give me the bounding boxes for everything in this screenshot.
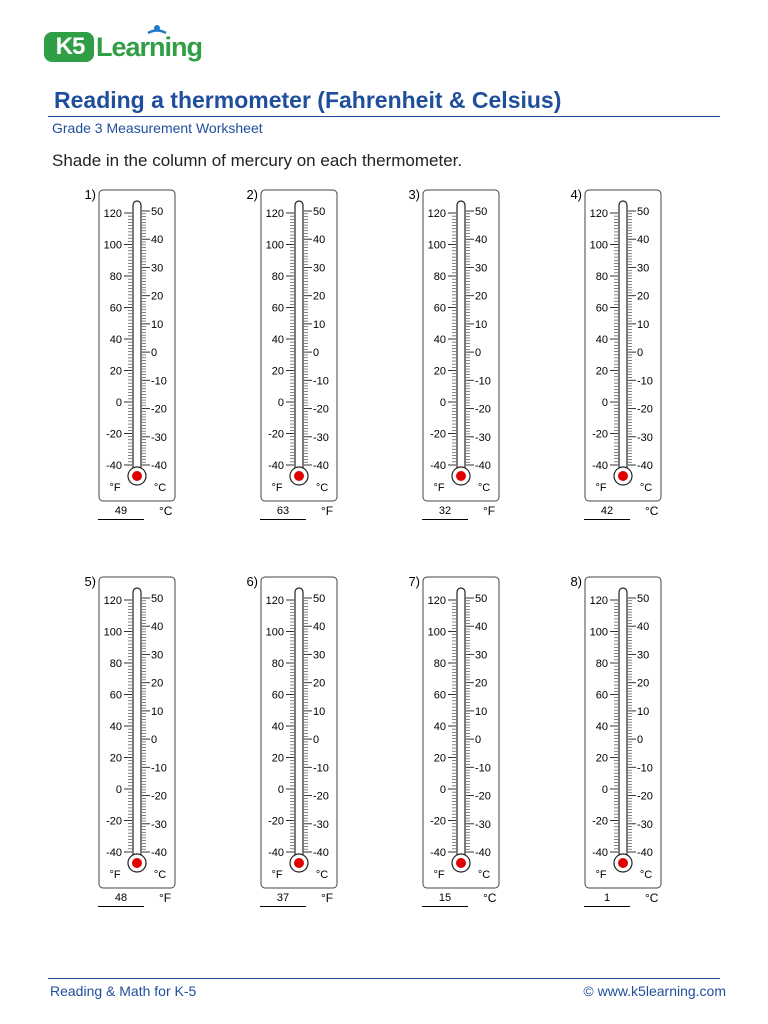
fahrenheit-tick-label: 0 — [115, 784, 122, 796]
celsius-unit-label: °C — [477, 869, 491, 881]
fahrenheit-tick-label: 40 — [595, 721, 608, 733]
problem-number: 3) — [408, 187, 420, 202]
fahrenheit-unit-label: °F — [271, 869, 283, 881]
mercury-bulb — [618, 471, 628, 481]
fahrenheit-tick-label: 60 — [433, 302, 446, 315]
celsius-tick-label: 0 — [637, 347, 644, 360]
footer-website: © www.k5learning.com — [583, 983, 726, 999]
celsius-tick-label: -40 — [151, 847, 167, 859]
celsius-tick-label: 30 — [475, 262, 488, 275]
fahrenheit-tick-label: -40 — [106, 460, 122, 472]
fahrenheit-tick-label: 100 — [103, 239, 122, 252]
fahrenheit-tick-label: 40 — [433, 721, 446, 733]
fahrenheit-tick-label: -20 — [268, 815, 284, 828]
target-temperature-unit: °C — [645, 504, 659, 518]
k5-learning-logo — [44, 24, 204, 68]
fahrenheit-tick-label: 60 — [595, 689, 608, 702]
fahrenheit-tick-label: 60 — [109, 302, 122, 315]
celsius-tick-label: -10 — [151, 762, 167, 775]
target-temperature — [584, 890, 714, 912]
celsius-tick-label: -10 — [475, 375, 491, 388]
fahrenheit-tick-label: 100 — [589, 626, 608, 639]
target-temperature-value: 48 — [98, 892, 144, 907]
problem-number: 1) — [84, 187, 96, 202]
mercury-bulb — [132, 471, 142, 481]
celsius-unit-label: °C — [153, 869, 167, 881]
celsius-tick-label: 0 — [151, 734, 158, 747]
target-temperature — [422, 503, 552, 525]
celsius-tick-label: -20 — [313, 790, 329, 803]
problem-number: 7) — [408, 574, 420, 589]
celsius-tick-label: -30 — [151, 431, 167, 444]
target-temperature-unit: °C — [159, 504, 173, 518]
celsius-tick-label: 30 — [475, 649, 488, 662]
celsius-tick-label: -40 — [151, 460, 167, 472]
celsius-tick-label: -20 — [475, 403, 491, 416]
celsius-tick-label: 40 — [637, 234, 650, 247]
fahrenheit-unit-label: °F — [271, 482, 283, 494]
celsius-tick-label: 50 — [475, 206, 488, 218]
mercury-bulb — [294, 858, 304, 868]
target-temperature — [98, 890, 228, 912]
celsius-tick-label: 40 — [151, 234, 164, 247]
target-temperature-value: 37 — [260, 892, 306, 907]
thermometer-icon — [382, 574, 552, 890]
fahrenheit-tick-label: 40 — [433, 334, 446, 346]
celsius-tick-label: -30 — [637, 431, 653, 444]
celsius-tick-label: -10 — [313, 375, 329, 388]
celsius-tick-label: 10 — [475, 318, 488, 331]
logo-wordmark: Learning — [96, 32, 203, 62]
fahrenheit-tick-label: 40 — [271, 721, 284, 733]
fahrenheit-tick-label: 80 — [433, 271, 446, 283]
fahrenheit-tick-label: 120 — [427, 208, 446, 220]
celsius-tick-label: -40 — [637, 847, 653, 859]
fahrenheit-tick-label: 120 — [103, 208, 122, 220]
fahrenheit-tick-label: 120 — [589, 208, 608, 220]
fahrenheit-tick-label: 80 — [595, 658, 608, 670]
fahrenheit-tick-label: 0 — [277, 784, 284, 796]
celsius-tick-label: -20 — [151, 403, 167, 416]
celsius-tick-label: 40 — [151, 621, 164, 634]
celsius-tick-label: 0 — [475, 734, 482, 747]
fahrenheit-tick-label: 20 — [271, 752, 284, 765]
celsius-tick-label: 0 — [637, 734, 644, 747]
fahrenheit-tick-label: 80 — [271, 658, 284, 670]
fahrenheit-tick-label: -20 — [592, 428, 608, 441]
celsius-tick-label: 30 — [151, 262, 164, 275]
target-temperature-unit: °F — [159, 891, 172, 905]
celsius-tick-label: 30 — [637, 649, 650, 662]
fahrenheit-tick-label: 100 — [427, 239, 446, 252]
fahrenheit-tick-label: 120 — [265, 595, 284, 607]
thermometer-problem — [544, 574, 714, 924]
mercury-bulb — [456, 858, 466, 868]
thermometer-problem — [58, 187, 228, 537]
celsius-tick-label: 50 — [637, 593, 650, 605]
footer-divider — [48, 978, 720, 979]
fahrenheit-tick-label: 80 — [109, 271, 122, 283]
celsius-tick-label: 50 — [151, 206, 164, 218]
target-temperature-value: 42 — [584, 505, 630, 520]
celsius-tick-label: -40 — [637, 460, 653, 472]
fahrenheit-tick-label: 20 — [433, 752, 446, 765]
mercury-bulb — [132, 858, 142, 868]
fahrenheit-tick-label: 0 — [277, 397, 284, 409]
celsius-tick-label: 20 — [313, 677, 326, 690]
celsius-tick-label: 20 — [475, 290, 488, 303]
fahrenheit-unit-label: °F — [433, 869, 445, 881]
fahrenheit-tick-label: 60 — [595, 302, 608, 315]
target-temperature-value: 15 — [422, 892, 468, 907]
fahrenheit-tick-label: 100 — [427, 626, 446, 639]
fahrenheit-tick-label: 40 — [109, 721, 122, 733]
celsius-tick-label: 40 — [313, 621, 326, 634]
celsius-tick-label: -30 — [313, 818, 329, 831]
fahrenheit-tick-label: 60 — [109, 689, 122, 702]
fahrenheit-tick-label: 20 — [595, 365, 608, 378]
celsius-tick-label: 10 — [313, 318, 326, 331]
logo-badge-text: K5 — [55, 33, 85, 60]
fahrenheit-tick-label: 80 — [271, 271, 284, 283]
fahrenheit-tick-label: -20 — [268, 428, 284, 441]
thermometer-icon — [544, 574, 714, 890]
fahrenheit-tick-label: 100 — [103, 626, 122, 639]
fahrenheit-tick-label: -40 — [268, 847, 284, 859]
fahrenheit-tick-label: 0 — [439, 784, 446, 796]
fahrenheit-tick-label: -40 — [430, 460, 446, 472]
thermometer-icon — [382, 187, 552, 503]
mercury-bulb — [456, 471, 466, 481]
fahrenheit-tick-label: -20 — [430, 428, 446, 441]
fahrenheit-tick-label: 40 — [109, 334, 122, 346]
celsius-tick-label: 50 — [313, 593, 326, 605]
fahrenheit-tick-label: 120 — [103, 595, 122, 607]
thermometer-icon — [220, 574, 390, 890]
fahrenheit-tick-label: 80 — [433, 658, 446, 670]
target-temperature-unit: °C — [645, 891, 659, 905]
fahrenheit-tick-label: -40 — [268, 460, 284, 472]
fahrenheit-tick-label: -40 — [592, 460, 608, 472]
problem-number: 4) — [570, 187, 582, 202]
thermometer-problem — [382, 187, 552, 537]
celsius-tick-label: -40 — [313, 847, 329, 859]
fahrenheit-tick-label: -20 — [430, 815, 446, 828]
celsius-tick-label: -40 — [475, 460, 491, 472]
problem-number: 2) — [246, 187, 258, 202]
celsius-tick-label: -40 — [313, 460, 329, 472]
celsius-tick-label: -40 — [475, 847, 491, 859]
mercury-bulb — [294, 471, 304, 481]
problem-number: 5) — [84, 574, 96, 589]
celsius-tick-label: -30 — [637, 818, 653, 831]
celsius-tick-label: 10 — [313, 705, 326, 718]
target-temperature-value: 1 — [584, 892, 630, 907]
thermometer-problem — [220, 574, 390, 924]
celsius-tick-label: -30 — [475, 818, 491, 831]
celsius-tick-label: -30 — [151, 818, 167, 831]
target-temperature — [260, 890, 390, 912]
thermometer-problem — [544, 187, 714, 537]
fahrenheit-unit-label: °F — [595, 869, 607, 881]
celsius-tick-label: -10 — [637, 375, 653, 388]
celsius-tick-label: 50 — [313, 206, 326, 218]
celsius-tick-label: 10 — [475, 705, 488, 718]
celsius-unit-label: °C — [477, 482, 491, 494]
thermometer-icon — [58, 574, 228, 890]
fahrenheit-tick-label: 20 — [109, 365, 122, 378]
celsius-tick-label: 0 — [313, 347, 320, 360]
fahrenheit-tick-label: -20 — [106, 815, 122, 828]
fahrenheit-tick-label: 80 — [595, 271, 608, 283]
celsius-tick-label: 20 — [313, 290, 326, 303]
target-temperature-unit: °F — [483, 504, 496, 518]
target-temperature-value: 63 — [260, 505, 306, 520]
target-temperature-value: 32 — [422, 505, 468, 520]
fahrenheit-tick-label: 0 — [601, 784, 608, 796]
thermometer-icon — [58, 187, 228, 503]
fahrenheit-tick-label: 0 — [439, 397, 446, 409]
fahrenheit-tick-label: 20 — [271, 365, 284, 378]
fahrenheit-tick-label: 20 — [433, 365, 446, 378]
celsius-tick-label: -10 — [151, 375, 167, 388]
celsius-tick-label: 40 — [475, 621, 488, 634]
fahrenheit-tick-label: 100 — [265, 626, 284, 639]
target-temperature — [260, 503, 390, 525]
celsius-tick-label: 40 — [475, 234, 488, 247]
fahrenheit-tick-label: -20 — [106, 428, 122, 441]
fahrenheit-tick-label: 60 — [433, 689, 446, 702]
thermometer-problem — [220, 187, 390, 537]
fahrenheit-unit-label: °F — [595, 482, 607, 494]
thermometer-icon — [220, 187, 390, 503]
celsius-tick-label: -10 — [475, 762, 491, 775]
fahrenheit-unit-label: °F — [433, 482, 445, 494]
celsius-tick-label: 10 — [637, 318, 650, 331]
celsius-tick-label: 50 — [637, 206, 650, 218]
fahrenheit-tick-label: 20 — [109, 752, 122, 765]
celsius-tick-label: 10 — [151, 705, 164, 718]
celsius-tick-label: 0 — [313, 734, 320, 747]
mercury-bulb — [618, 858, 628, 868]
celsius-tick-label: 30 — [313, 649, 326, 662]
thermometer-problem — [58, 574, 228, 924]
target-temperature — [98, 503, 228, 525]
celsius-unit-label: °C — [153, 482, 167, 494]
celsius-tick-label: 30 — [151, 649, 164, 662]
fahrenheit-tick-label: -40 — [106, 847, 122, 859]
fahrenheit-tick-label: -20 — [592, 815, 608, 828]
target-temperature — [584, 503, 714, 525]
target-temperature-unit: °C — [483, 891, 497, 905]
celsius-unit-label: °C — [315, 869, 329, 881]
fahrenheit-tick-label: 0 — [601, 397, 608, 409]
celsius-tick-label: -20 — [151, 790, 167, 803]
celsius-tick-label: -20 — [475, 790, 491, 803]
fahrenheit-tick-label: 20 — [595, 752, 608, 765]
celsius-tick-label: 20 — [151, 677, 164, 690]
celsius-tick-label: 40 — [637, 621, 650, 634]
celsius-tick-label: 20 — [151, 290, 164, 303]
fahrenheit-unit-label: °F — [109, 869, 121, 881]
celsius-tick-label: -30 — [313, 431, 329, 444]
celsius-tick-label: -20 — [637, 790, 653, 803]
fahrenheit-tick-label: -40 — [430, 847, 446, 859]
celsius-tick-label: 30 — [637, 262, 650, 275]
page-subtitle: Grade 3 Measurement Worksheet — [52, 120, 263, 136]
target-temperature — [422, 890, 552, 912]
title-divider — [48, 116, 720, 117]
fahrenheit-tick-label: -40 — [592, 847, 608, 859]
instruction-text: Shade in the column of mercury on each thermometer. — [52, 151, 463, 170]
celsius-tick-label: -10 — [637, 762, 653, 775]
fahrenheit-unit-label: °F — [109, 482, 121, 494]
fahrenheit-tick-label: 120 — [427, 595, 446, 607]
celsius-tick-label: 10 — [637, 705, 650, 718]
fahrenheit-tick-label: 80 — [109, 658, 122, 670]
celsius-tick-label: 50 — [475, 593, 488, 605]
celsius-tick-label: 40 — [313, 234, 326, 247]
thermometer-problem — [382, 574, 552, 924]
fahrenheit-tick-label: 40 — [595, 334, 608, 346]
fahrenheit-tick-label: 60 — [271, 302, 284, 315]
celsius-tick-label: 20 — [637, 677, 650, 690]
celsius-tick-label: 20 — [637, 290, 650, 303]
logo-person-icon — [146, 24, 168, 40]
problem-number: 8) — [570, 574, 582, 589]
celsius-tick-label: 0 — [475, 347, 482, 360]
target-temperature-unit: °F — [321, 504, 334, 518]
celsius-tick-label: 30 — [313, 262, 326, 275]
celsius-tick-label: -20 — [637, 403, 653, 416]
fahrenheit-tick-label: 100 — [589, 239, 608, 252]
celsius-tick-label: -20 — [313, 403, 329, 416]
footer-tagline: Reading & Math for K-5 — [50, 983, 197, 999]
page-title: Reading a thermometer (Fahrenheit & Celsius) — [54, 87, 562, 113]
celsius-tick-label: 50 — [151, 593, 164, 605]
celsius-unit-label: °C — [315, 482, 329, 494]
celsius-unit-label: °C — [639, 869, 653, 881]
celsius-tick-label: -10 — [313, 762, 329, 775]
celsius-tick-label: 20 — [475, 677, 488, 690]
problem-number: 6) — [246, 574, 258, 589]
celsius-tick-label: 0 — [151, 347, 158, 360]
fahrenheit-tick-label: 0 — [115, 397, 122, 409]
celsius-unit-label: °C — [639, 482, 653, 494]
fahrenheit-tick-label: 100 — [265, 239, 284, 252]
celsius-tick-label: 10 — [151, 318, 164, 331]
fahrenheit-tick-label: 60 — [271, 689, 284, 702]
target-temperature-unit: °F — [321, 891, 334, 905]
celsius-tick-label: -30 — [475, 431, 491, 444]
fahrenheit-tick-label: 120 — [589, 595, 608, 607]
target-temperature-value: 49 — [98, 505, 144, 520]
fahrenheit-tick-label: 120 — [265, 208, 284, 220]
fahrenheit-tick-label: 40 — [271, 334, 284, 346]
thermometer-icon — [544, 187, 714, 503]
